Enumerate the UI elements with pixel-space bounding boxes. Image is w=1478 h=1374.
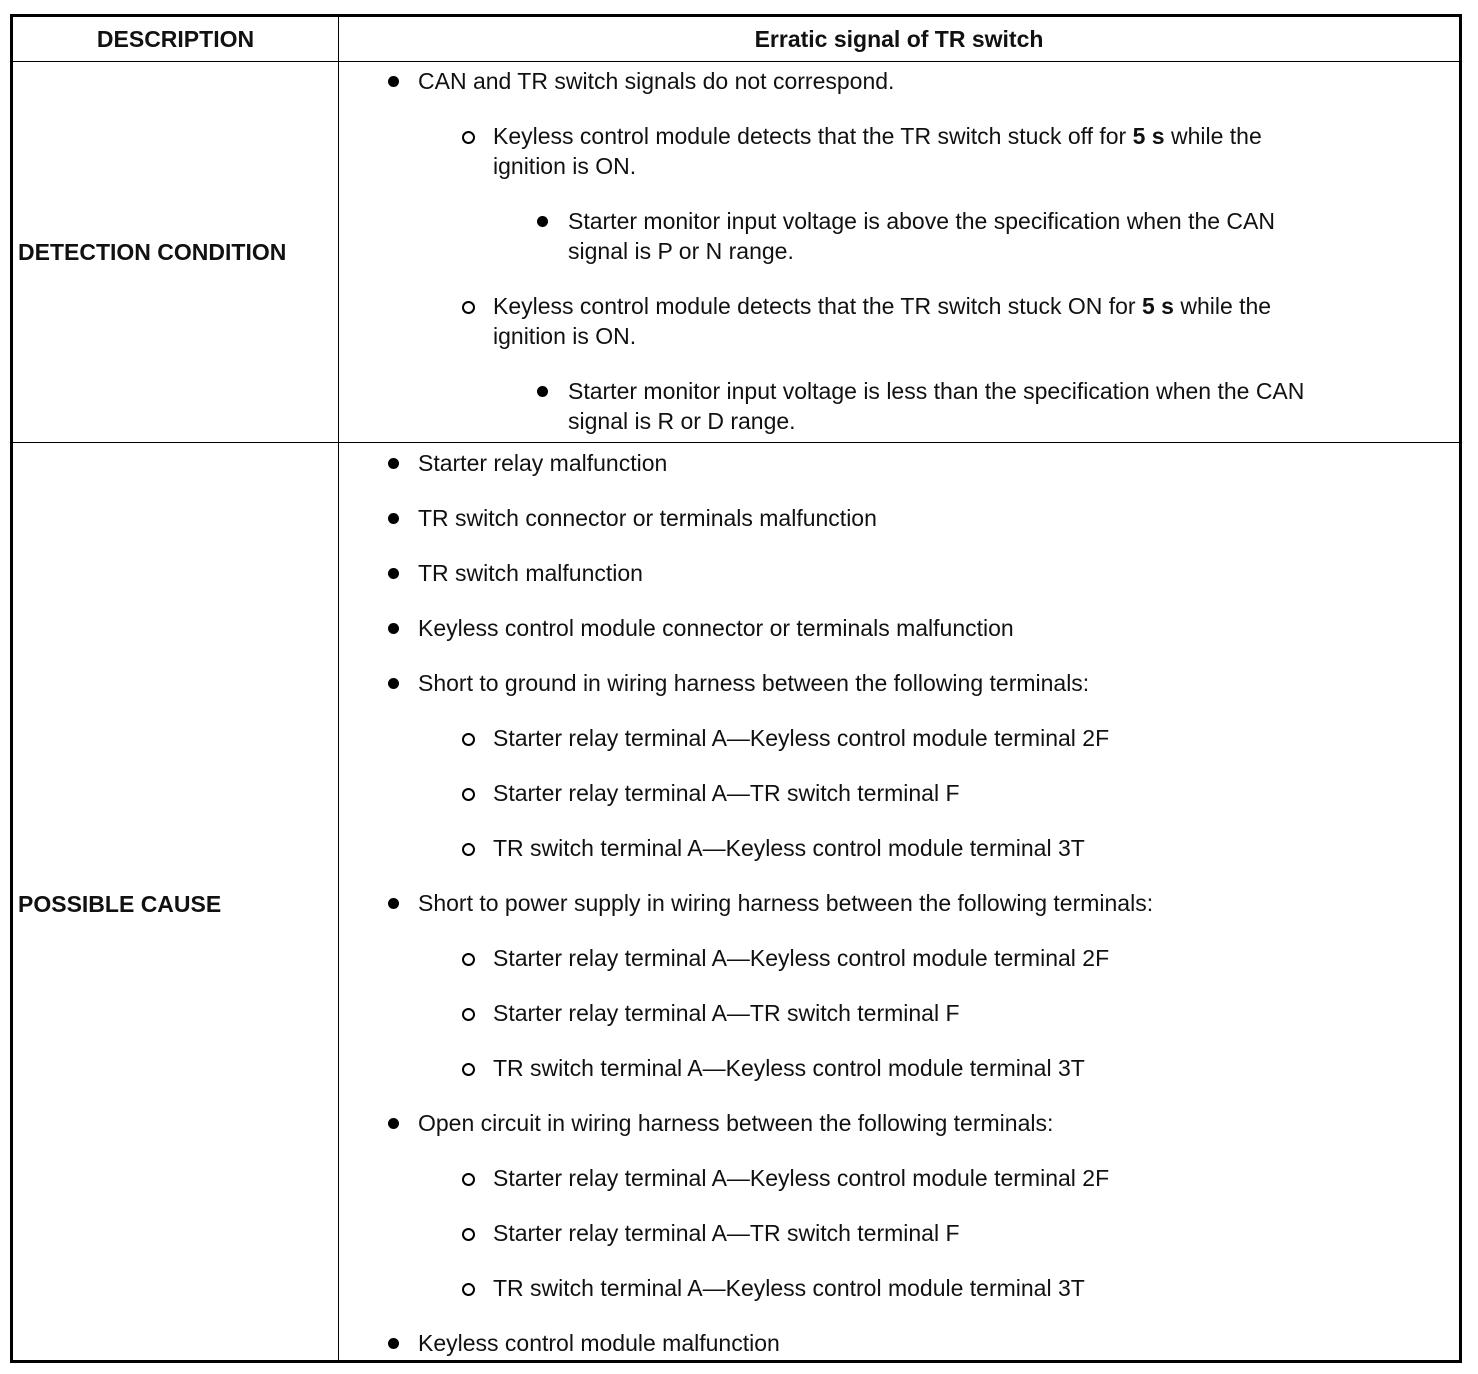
- detection-item-text: Keyless control module detects that the TR switch stuck off for 5 s while the: [493, 123, 1262, 149]
- cause-item-text: Starter relay terminal A—TR switch terminal F: [493, 780, 960, 806]
- detection-item-text: Starter monitor input voltage is above the specification when the CAN: [568, 208, 1275, 234]
- cause-item-text: TR switch terminal A—Keyless control module terminal 3T: [493, 1055, 1085, 1081]
- detection-item-text: signal is P or N range.: [568, 238, 794, 264]
- hollow-bullet-icon: [462, 1283, 475, 1296]
- detection-condition-label: DETECTION CONDITION: [18, 239, 287, 265]
- filled-bullet-icon: [388, 1338, 399, 1349]
- hollow-bullet-icon: [462, 301, 475, 314]
- hollow-bullet-icon: [462, 1173, 475, 1186]
- filled-bullet-icon: [388, 568, 399, 579]
- diagnostic-table: [10, 14, 1462, 1363]
- possible-cause-label: POSSIBLE CAUSE: [18, 891, 222, 917]
- filled-bullet-icon: [388, 898, 399, 909]
- detection-item-text: Starter monitor input voltage is less than the specification when the CAN: [568, 378, 1305, 404]
- detection-item-text: ignition is ON.: [493, 323, 637, 349]
- detection-item-text: ignition is ON.: [493, 153, 637, 179]
- cause-item-text: TR switch terminal A—Keyless control module terminal 3T: [493, 1275, 1085, 1301]
- filled-bullet-icon: [537, 386, 548, 397]
- filled-bullet-icon: [388, 678, 399, 689]
- filled-bullet-icon: [388, 513, 399, 524]
- hollow-bullet-icon: [462, 843, 475, 856]
- cause-item-text: TR switch connector or terminals malfunction: [418, 505, 877, 531]
- filled-bullet-icon: [388, 76, 399, 87]
- header-description: DESCRIPTION: [96, 25, 255, 52]
- cause-item-text: TR switch terminal A—Keyless control module terminal 3T: [493, 835, 1085, 861]
- cause-item-text: Starter relay terminal A—Keyless control module terminal 2F: [493, 725, 1110, 751]
- cause-item-text: Keyless control module connector or terminals malfunction: [418, 615, 1014, 641]
- cause-item-text: Starter relay terminal A—TR switch terminal F: [493, 1000, 960, 1026]
- cause-item-text: Starter relay terminal A—Keyless control module terminal 2F: [493, 1165, 1110, 1191]
- cause-item-text: Short to power supply in wiring harness between the following terminals:: [418, 890, 1154, 916]
- cause-item-text: Starter relay terminal A—Keyless control module terminal 2F: [493, 945, 1110, 971]
- cause-item-text: Starter relay terminal A—TR switch terminal F: [493, 1220, 960, 1246]
- filled-bullet-icon: [388, 458, 399, 469]
- detection-item-text: signal is R or D range.: [568, 408, 796, 434]
- column-divider: [338, 17, 339, 1360]
- hollow-bullet-icon: [462, 1008, 475, 1021]
- cause-item-text: TR switch malfunction: [418, 560, 643, 586]
- cause-item-text: Short to ground in wiring harness between the following terminals:: [418, 670, 1090, 696]
- cause-item-text: Keyless control module malfunction: [418, 1330, 780, 1356]
- filled-bullet-icon: [388, 623, 399, 634]
- cause-item-text: Open circuit in wiring harness between the following terminals:: [418, 1110, 1054, 1136]
- hollow-bullet-icon: [462, 788, 475, 801]
- hollow-bullet-icon: [462, 1063, 475, 1076]
- detection-item-text: CAN and TR switch signals do not correspond.: [418, 68, 895, 94]
- hollow-bullet-icon: [462, 733, 475, 746]
- row-divider: [13, 442, 1459, 443]
- hollow-bullet-icon: [462, 953, 475, 966]
- filled-bullet-icon: [388, 1118, 399, 1129]
- filled-bullet-icon: [537, 216, 548, 227]
- header-fault-title: Erratic signal of TR switch: [754, 25, 1044, 52]
- cause-item-text: Starter relay malfunction: [418, 450, 668, 476]
- hollow-bullet-icon: [462, 1228, 475, 1241]
- detection-item-text: Keyless control module detects that the TR switch stuck ON for 5 s while the: [493, 293, 1272, 319]
- hollow-bullet-icon: [462, 131, 475, 144]
- header-divider: [13, 61, 1459, 62]
